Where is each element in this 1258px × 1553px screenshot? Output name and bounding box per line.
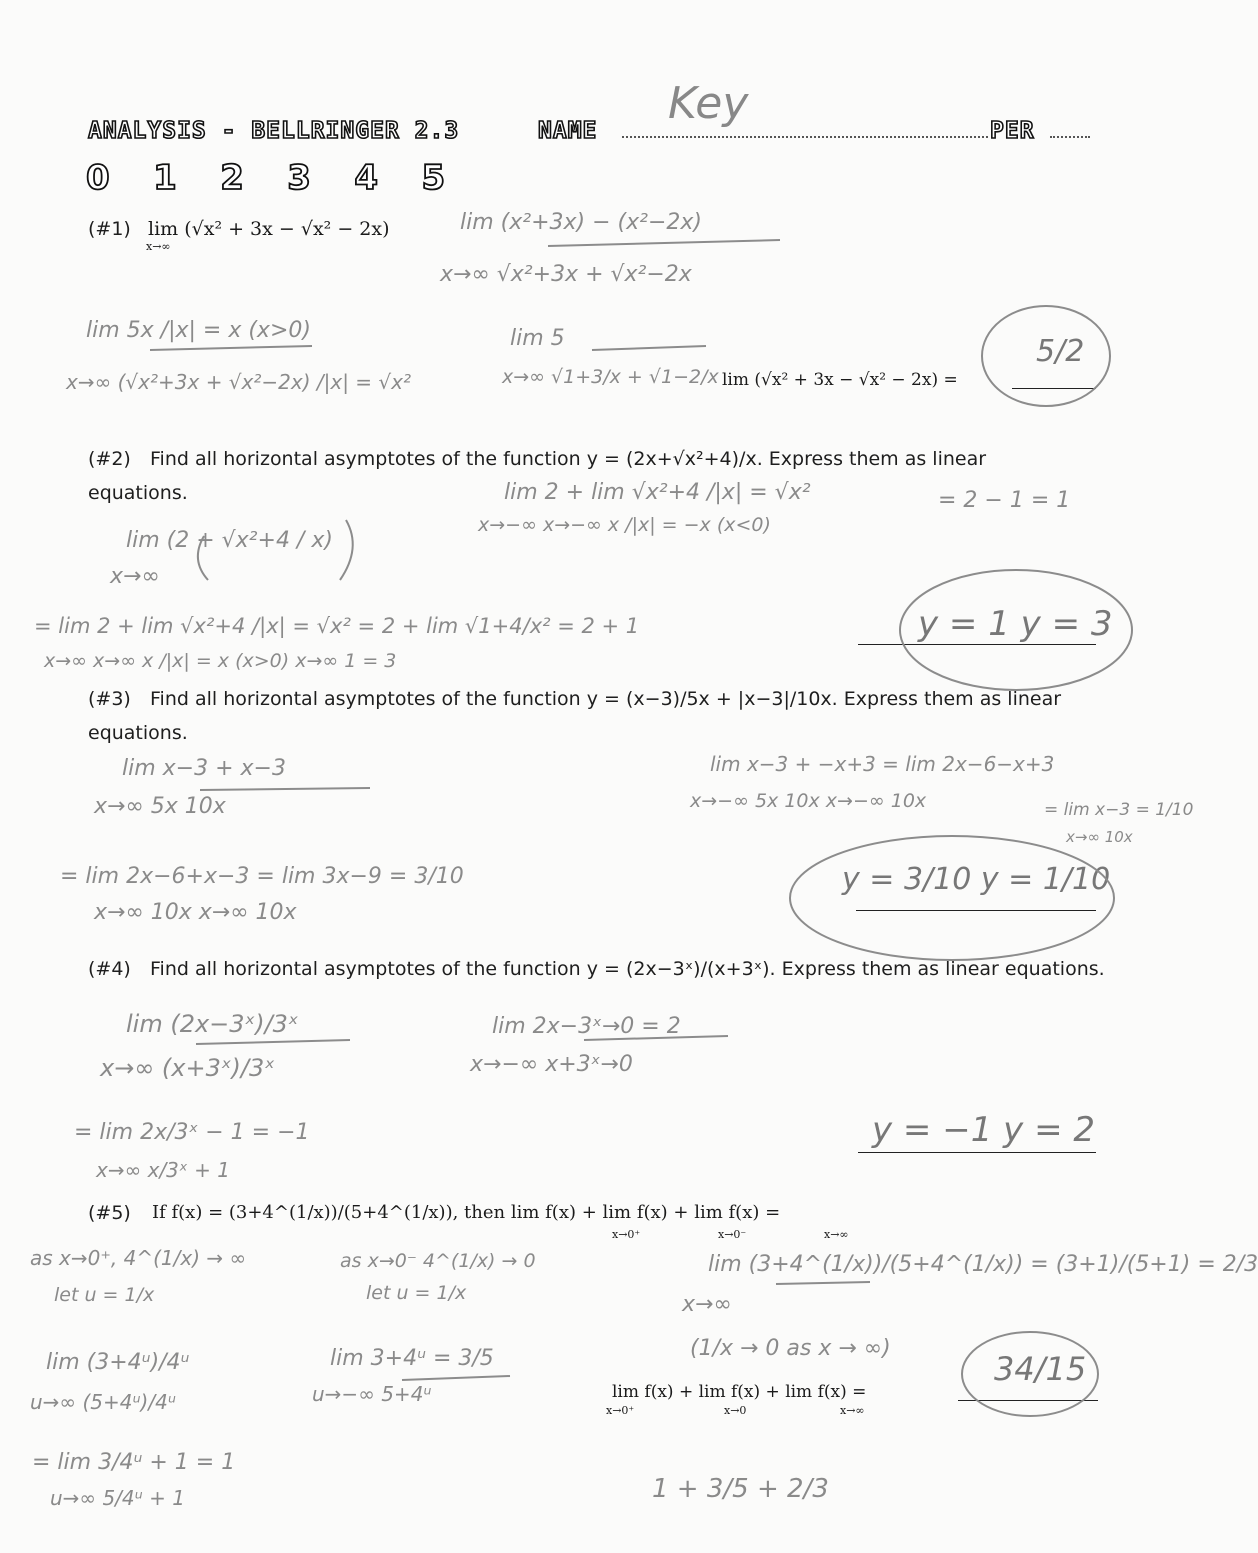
per-label: PER (990, 118, 1035, 144)
p5-work-g: 1 + 3/5 + 2/3 (652, 1474, 829, 1504)
p3-work-b2: x→−∞ 5x 10x x→−∞ 10x (690, 790, 927, 812)
p2-work-c: = lim 2 + lim √x²+4 /|x| = √x² = 2 + lim √1+4/x² = 2 + 1 (34, 614, 640, 638)
p2-paren-close (340, 520, 353, 580)
p3-work-c: = lim x−3 = 1/10 (1044, 800, 1194, 820)
problem-5-repeat-sub-1: x→0⁺ (606, 1404, 635, 1417)
p2-paren (198, 536, 208, 580)
p2-work-c2: x→∞ x→∞ x /|x| = x (x>0) x→∞ 1 = 3 (44, 650, 397, 672)
problem-3-prompt: Find all horizontal asymptotes of the function y = (x−3)/5x + |x−3|/10x. Express them as linear (150, 688, 1062, 710)
problem-1-sub: x→∞ (146, 240, 171, 253)
problem-2-prompt-2: equations. (88, 482, 188, 504)
p1-work-b: lim 5x /|x| = x (x>0) (86, 318, 311, 343)
p3-fraction-bar (200, 788, 370, 790)
problem-5-number: (#5) (88, 1202, 131, 1224)
p1-work-a: lim (x²+3x) − (x²−2x) (460, 210, 702, 235)
score-3[interactable]: 3 (287, 158, 311, 198)
p3-work-b: lim x−3 + −x+3 = lim 2x−6−x+3 (710, 752, 1055, 776)
p4-work-c2: x→∞ x/3ˣ + 1 (96, 1158, 230, 1182)
p5-work-b2: let u = 1/x (366, 1282, 467, 1304)
p1-fraction-bar-2 (150, 346, 312, 350)
p4-work-b: lim 2x−3ˣ→0 = 2 (492, 1014, 681, 1039)
score-0[interactable]: 0 (86, 158, 110, 198)
p2-work-b2: x→−∞ x→−∞ x /|x| = −x (x<0) (478, 514, 771, 536)
p5-fraction-bar-2 (402, 1376, 510, 1380)
p5-work-c3: (1/x → 0 as x → ∞) (690, 1336, 891, 1361)
p2-work-b3: = 2 − 1 = 1 (938, 488, 1071, 513)
problem-5-sub-2: x→0⁻ (718, 1228, 747, 1241)
problem-3-answer: y = 3/10 y = 1/10 (842, 862, 1111, 897)
p4-work-c: = lim 2x/3ˣ − 1 = −1 (74, 1120, 310, 1145)
p5-work-a2: let u = 1/x (54, 1284, 155, 1306)
p5-work-f2: u→∞ 5/4ᵘ + 1 (50, 1486, 185, 1510)
p4-fraction-bar (196, 1040, 350, 1044)
p1-work-a2: x→∞ √x²+3x + √x²−2x (440, 262, 692, 287)
answer-3-circle (790, 836, 1114, 960)
problem-5-answer: 34/15 (994, 1350, 1087, 1388)
p1-fraction-bar (548, 240, 780, 246)
problem-1-number: (#1) (88, 218, 131, 240)
p1-fraction-bar-3 (592, 346, 706, 350)
p5-work-d2: u→∞ (5+4ᵘ)/4ᵘ (30, 1390, 176, 1414)
p5-work-c: lim (3+4^(1/x))/(5+4^(1/x)) = (3+1)/(5+1) = 2/3 (708, 1252, 1258, 1277)
problem-2-answer: y = 1 y = 3 (918, 604, 1113, 644)
problem-2-number: (#2) (88, 448, 131, 470)
problem-1-answer: 5/2 (1036, 334, 1085, 369)
p5-work-f: = lim 3/4ᵘ + 1 = 1 (32, 1450, 236, 1475)
p2-work-a: lim (2 + √x²+4 / x) (126, 528, 333, 553)
p4-work-a2: x→∞ (x+3ˣ)/3ˣ (100, 1054, 275, 1082)
p1-work-c: lim 5 (510, 326, 565, 351)
score-1[interactable]: 1 (153, 158, 177, 198)
p3-work-d2: x→∞ 10x x→∞ 10x (94, 900, 297, 925)
problem-4-number: (#4) (88, 958, 131, 980)
worksheet-title: ANALYSIS - BELLRINGER 2.3 (88, 118, 460, 144)
p2-work-b: lim 2 + lim √x²+4 /|x| = √x² (504, 480, 811, 505)
problem-3-number: (#3) (88, 688, 131, 710)
problem-4-answer: y = −1 y = 2 (872, 1110, 1096, 1150)
p4-fraction-bar-2 (584, 1036, 728, 1040)
problem-4-prompt: Find all horizontal asymptotes of the function y = (2x−3ˣ)/(x+3ˣ). Express them as linear equations. (150, 958, 1105, 980)
problem-1-repeat: lim (√x² + 3x − √x² − 2x) = (722, 370, 958, 390)
p5-work-e: lim 3+4ᵘ = 3/5 (330, 1346, 494, 1371)
p4-work-a: lim (2x−3ˣ)/3ˣ (126, 1010, 299, 1038)
problem-5-repeat: lim f(x) + lim f(x) + lim f(x) = (612, 1382, 867, 1402)
name-label: NAME (538, 118, 598, 144)
score-4[interactable]: 4 (354, 158, 379, 198)
problem-2-prompt: Find all horizontal asymptotes of the function y = (2x+√x²+4)/x. Express them as linear (150, 448, 987, 470)
score-2[interactable]: 2 (220, 158, 244, 198)
p1-work-c2: x→∞ √1+3/x + √1−2/x (502, 366, 719, 388)
score-5[interactable]: 5 (421, 158, 446, 198)
p3-work-a2: x→∞ 5x 10x (94, 794, 226, 819)
p5-work-b: as x→0⁻ 4^(1/x) → 0 (340, 1250, 536, 1272)
p5-work-c2: x→∞ (682, 1292, 732, 1317)
problem-5-repeat-sub-2: x→0 (724, 1404, 747, 1417)
p4-work-b2: x→−∞ x+3ˣ→0 (470, 1052, 633, 1077)
p3-work-d: = lim 2x−6+x−3 = lim 3x−9 = 3/10 (60, 864, 464, 889)
problem-5-sub-1: x→0⁺ (612, 1228, 641, 1241)
problem-5-repeat-sub-3: x→∞ (840, 1404, 865, 1417)
p5-work-e2: u→−∞ 5+4ᵘ (312, 1382, 432, 1406)
answer-5-circle (962, 1332, 1098, 1416)
p5-work-a: as x→0⁺, 4^(1/x) → ∞ (30, 1246, 247, 1270)
p5-fraction-bar (776, 1282, 870, 1284)
problem-1-prompt: lim (√x² + 3x − √x² − 2x) (148, 218, 390, 240)
answer-2-circle (900, 570, 1132, 690)
p3-work-c2: x→∞ 10x (1066, 828, 1133, 846)
problem-5-sub-3: x→∞ (824, 1228, 849, 1241)
problem-5-prompt: If f(x) = (3+4^(1/x))/(5+4^(1/x)), then lim f(x) + lim f(x) + lim f(x) = (152, 1202, 781, 1223)
p5-work-d: lim (3+4ᵘ)/4ᵘ (46, 1350, 190, 1375)
answer-1-circle (982, 306, 1110, 406)
p1-work-b2: x→∞ (√x²+3x + √x²−2x) /|x| = √x² (66, 370, 411, 394)
problem-3-prompt-2: equations. (88, 722, 188, 744)
p3-work-a: lim x−3 + x−3 (122, 756, 286, 781)
p2-work-a2: x→∞ (110, 564, 160, 589)
name-value: Key (668, 78, 749, 129)
